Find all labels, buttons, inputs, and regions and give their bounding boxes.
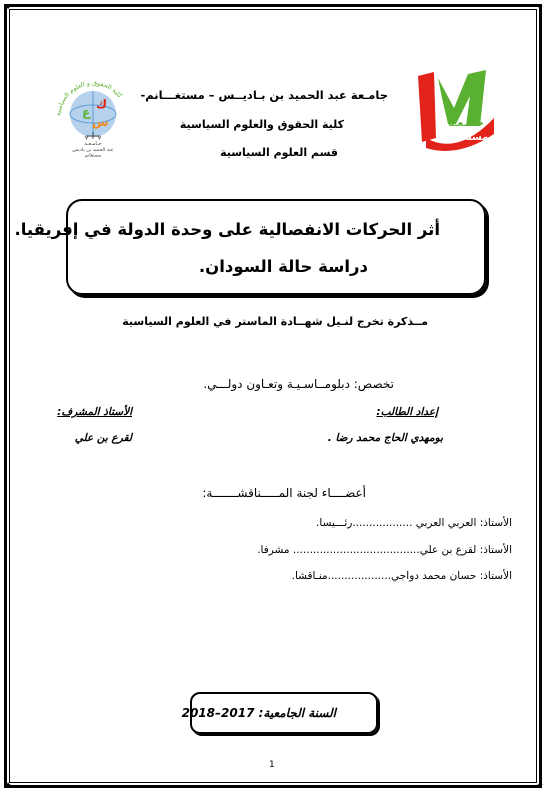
academic-year: السنة الجامعية: 2017–2018 (181, 706, 336, 720)
logo-arc-text: كلية الحقوق و العلوم السياسية (55, 79, 124, 117)
department-name: قسم العلوم السياسية (220, 146, 338, 159)
university-name: جامـعة عبد الحميد بن بـاديــس – مستغـــانم- (140, 88, 388, 102)
committee-member: الأستاذ: حسان محمد دواجي...................منـاقشا. (291, 570, 512, 582)
specialization: تخصص: دبلومــاسـيـة وتعـاون دولـــي. (203, 377, 394, 391)
corner-ornament-icon: ✦ (4, 3, 12, 13)
logo-caption-3: مستغانم (84, 153, 102, 158)
committee-heading: أعضــــاء لجنة المـــــناقشـــــــة: (202, 486, 366, 500)
logo-letter-2: ع (82, 105, 91, 119)
page-number: 1 (269, 760, 275, 770)
logo-letter-1: ك (96, 97, 107, 111)
logo-text-2: مستغـانم (443, 132, 489, 143)
corner-ornament-icon: ✦ (536, 3, 544, 13)
supervisor-label: الأستاذ المشرف: (57, 406, 132, 418)
logo-caption-2: عبد الحميد بن باديس (72, 148, 114, 153)
student-name: بومهدي الحاج محمد رضا . (327, 432, 443, 444)
logo-caption-1: جـامـعـة (84, 141, 102, 147)
thesis-title-line1: أثر الحركات الانفصالية على وحدة الدولة في إفريقيا. (14, 220, 440, 239)
committee-member: الأستاذ: لقرع بن علي...................................... مشرفا. (257, 544, 512, 556)
corner-ornament-icon: ✦ (536, 781, 544, 791)
faculty-logo (52, 76, 134, 158)
memo-statement: مــذكرة تخرج لنـيل شهــادة الماستر في العلوم السياسية (122, 315, 428, 328)
university-logo (412, 68, 500, 154)
supervisor-name: لقرع بن علي (74, 432, 132, 444)
logo-letter-3: س (92, 115, 109, 129)
logo-text-1: جامـعـة (448, 118, 484, 129)
corner-ornament-icon: ✦ (4, 781, 12, 791)
thesis-title-line2: دراسة حالة السودان. (198, 257, 368, 276)
title-box (66, 199, 486, 295)
faculty-name: كلية الحقوق والعلوم السياسية (179, 118, 344, 131)
prepared-by-label: إعداد الطالب: (376, 406, 438, 418)
committee-member: الأستاذ: العربي العربي ..................رئـــيسا. (316, 517, 512, 529)
